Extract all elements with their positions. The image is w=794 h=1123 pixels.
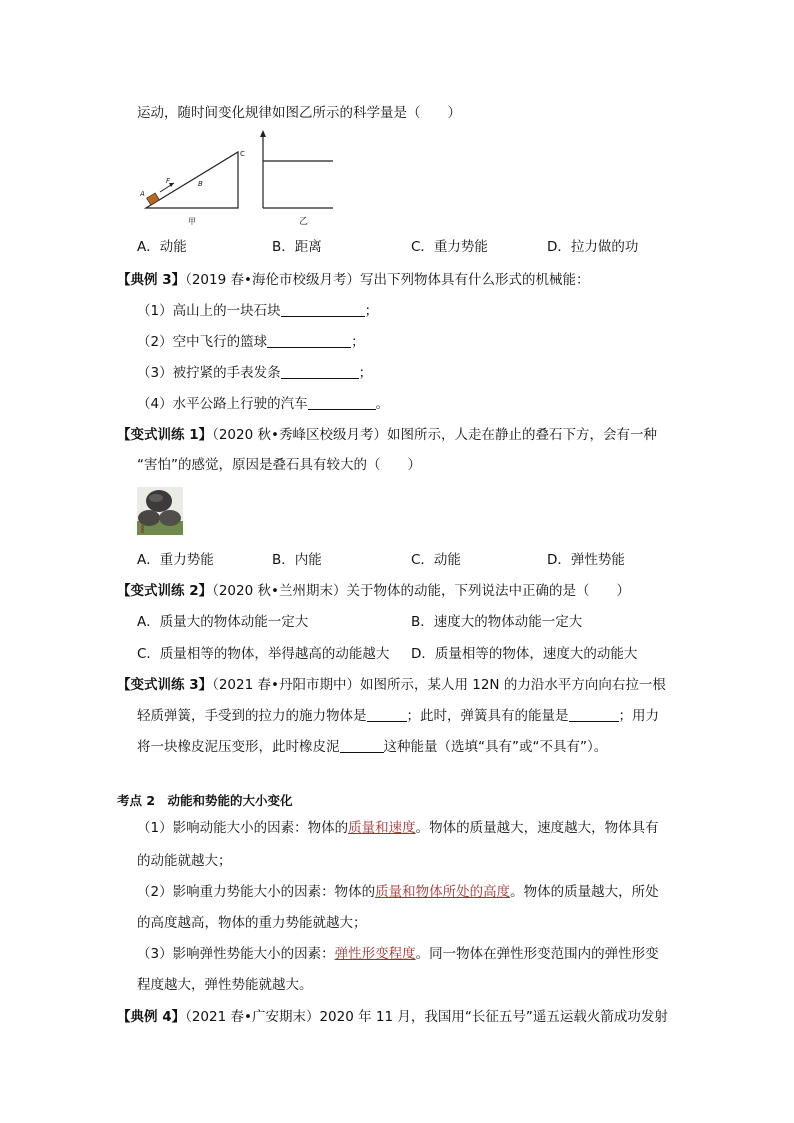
item-end: ；: [364, 303, 379, 319]
variant2-line1: （2020 秋•兰州期末）关于物体的动能，下列说法中正确的是（ ）: [212, 583, 630, 599]
variant1-option-b: B．内能: [272, 552, 322, 568]
label-c: C: [240, 150, 245, 158]
block-shape: [147, 193, 160, 205]
option-c: C．重力势能: [411, 239, 488, 255]
point2-p3-line1: [137, 945, 659, 963]
para-text: 。物体的质量越大，所处: [510, 884, 659, 900]
option-d: D．拉力做的功: [547, 239, 639, 255]
variant1-line1: （2020 秋•秀峰区校级月考）如图所示，人走在静止的叠石下方，会有一种: [212, 427, 657, 443]
incline-figure: [138, 132, 248, 227]
key-phrase: 质量和物体所处的高度: [375, 884, 511, 900]
example3-item-3: [137, 364, 372, 382]
label-f: F: [166, 177, 171, 185]
line-text: ；此时，弹簧具有的能量是: [406, 708, 569, 724]
example4-tag: 【典例 4】: [117, 1009, 186, 1025]
answer-blank[interactable]: [569, 707, 619, 722]
caption-left: 甲: [188, 217, 196, 226]
variant2-option-c: C．质量相等的物体，举得越高的动能越大: [137, 646, 390, 662]
para-text: （3）影响弹性势能大小的因素：: [137, 946, 335, 962]
point2-p1-line2: 的动能就越大；: [137, 853, 232, 869]
person-figure: [141, 525, 144, 533]
section-heading: 考点 2 动能和势能的大小变化: [117, 793, 293, 808]
variant2-option-d: D．质量相等的物体，速度大的动能大: [411, 646, 638, 662]
item-end: ；: [358, 365, 373, 381]
graph-figure: [255, 128, 340, 228]
answer-blank[interactable]: [281, 302, 365, 317]
answer-blank[interactable]: [281, 364, 359, 379]
line-text: 轻质弹簧，手受到的拉力的施力物体是: [137, 708, 367, 724]
answer-blank[interactable]: [367, 707, 407, 722]
stone-highlight: [149, 494, 163, 502]
option-b: B．距离: [272, 239, 322, 255]
answer-blank[interactable]: [340, 738, 384, 753]
example4-line1: （2021 春•广安期末）2020 年 11 月，我国用“长征五号”遥五运载火箭成功发射: [185, 1009, 668, 1025]
variant3-heading: [117, 676, 666, 694]
answer-blank[interactable]: [308, 395, 376, 410]
variant3-line2: [137, 707, 659, 725]
example3-tag: 【典例 3】: [117, 272, 186, 288]
variant1-tag: 【变式训练 1】: [117, 427, 213, 443]
item-text: （2）空中飞行的篮球: [137, 334, 268, 350]
para-text: （2）影响重力势能大小的因素：物体的: [137, 884, 376, 900]
para-text: （1）影响动能大小的因素：物体的: [137, 820, 349, 836]
incline-triangle: [146, 152, 238, 208]
variant1-option-a: A．重力势能: [137, 552, 214, 568]
variant3-tag: 【变式训练 3】: [117, 677, 213, 693]
variant1-option-d: D．弹性势能: [547, 552, 625, 568]
para-text: 。物体的质量越大，速度越大，物体具有: [415, 820, 659, 836]
y-axis-arrow: [260, 130, 266, 137]
point2-p2-line1: [137, 883, 659, 901]
caption-right: 乙: [299, 217, 309, 227]
example3-item-4: [137, 395, 389, 413]
line-text: ；用力: [618, 708, 659, 724]
example3-item-1: [137, 302, 378, 320]
variant1-option-c: C．动能: [411, 552, 461, 568]
bottom-stone-right: [159, 510, 181, 526]
line-text: 这种能量（选填“具有”或“不具有”）。: [383, 739, 608, 755]
example3-source: （2019 春•海伦市校级月考）写出下列物体具有什么形式的机械能：: [185, 272, 590, 288]
stacked-stone-photo: [137, 487, 183, 535]
variant3-line1: （2021 春•丹阳市期中）如图所示，某人用 12N 的力沿水平方向向右拉一根: [212, 677, 666, 693]
item-text: （4）水平公路上行驶的汽车: [137, 396, 308, 412]
para-text: 。同一物体在弹性形变范围内的弹性形变: [415, 946, 659, 962]
label-b: B: [198, 180, 203, 188]
variant3-line3: [137, 738, 607, 756]
point2-p2-line2: 的高度越高，物体的重力势能就越大；: [137, 915, 367, 931]
variant2-heading: [117, 582, 630, 600]
variant1-line2: “害怕”的感觉，原因是叠石具有较大的（ ）: [137, 457, 421, 473]
example4-heading: [117, 1008, 668, 1026]
bottom-stone-left: [138, 510, 160, 526]
item-end: ；: [351, 334, 365, 350]
point2-p1-line1: [137, 819, 659, 837]
answer-blank[interactable]: [267, 333, 351, 348]
key-phrase: 弹性形变程度: [334, 946, 416, 962]
variant1-heading: [117, 426, 657, 444]
variant2-tag: 【变式训练 2】: [117, 583, 213, 599]
intro-line: 运动，随时间变化规律如图乙所示的科学量是（ ）: [137, 105, 461, 121]
item-end: 。: [375, 396, 390, 412]
example3-heading: [117, 271, 589, 289]
label-a: A: [140, 190, 145, 198]
item-text: （3）被拧紧的手表发条: [137, 365, 281, 381]
key-phrase: 质量和速度: [348, 820, 416, 836]
variant2-option-b: B．速度大的物体动能一定大: [411, 614, 583, 630]
variant2-option-a: A．质量大的物体动能一定大: [137, 614, 309, 630]
item-text: （1）高山上的一块石块: [137, 303, 281, 319]
example3-item-2: [137, 333, 365, 351]
option-a: A．动能: [137, 239, 187, 255]
point2-p3-line2: 程度越大，弹性势能就越大。: [137, 977, 313, 993]
line-text: 将一块橡皮泥压变形，此时橡皮泥: [137, 739, 340, 755]
